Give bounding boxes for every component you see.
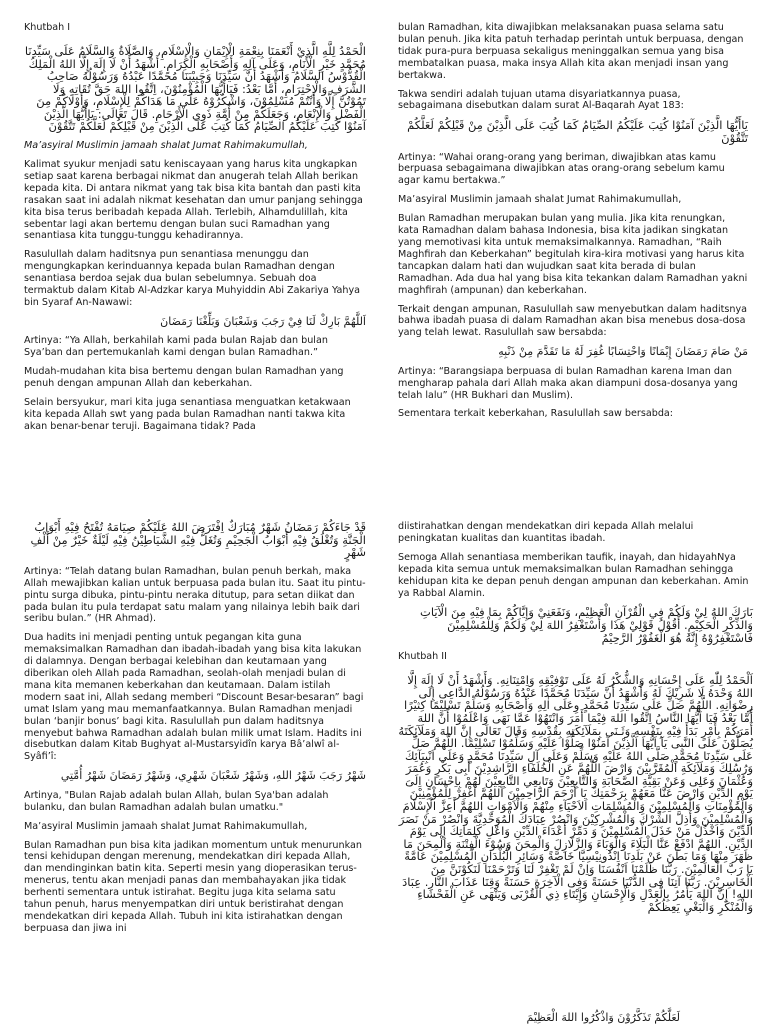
paragraph: Artinya: “Wahai orang-orang yang beriman, diwajibkan atas kamu berpuasa sebagaimana diwajibkan atas orang-orang sebelum kamu agar kamu bertakwa.” (398, 151, 725, 187)
paragraph: Kalimat syukur menjadi satu keniscayaan yang harus kita ungkapkan setiap saat karena berbagai nikmat dan anugerah telah Allah berikan kepada kita. Di antara nikmat yang tak bisa kita bantah dan pasti kita rasakan saat ini adalah nikmat kesehatan dan umur panjang sehingga kita bisa terus beribadah kepada Allah. Terlebih, Alhamdulillah, kita sebentar lagi akan bertemu dengan bulan suci Ramadhan yang senantiasa kita tunggu-tunggu kehadirannya. (24, 158, 363, 242)
arabic-ayat-text: يَاأَيُّهَا الَّذِيْنَ آمَنُوْا كُتِبَ عَلَيْكُمُ الصِّيَامُ كَمَا كُتِبَ عَلَى الَّذِيْنَ مِنْ قَبْلِكُمْ لَعَلَّكُمْ تَتَّقُوْنَ (407, 118, 748, 145)
paragraph: Artinya: “Ya Allah, berkahilah kami pada bulan Rajab dan bulan Sya’ban dan pertemukanlah kami dengan bulan Ramadhan.” (24, 335, 328, 359)
paragraph: Semoga Allah senantiasa memberikan taufik, inayah, dan hidayahNya kepada kita semua untuk memaksimalkan bulan Ramadhan sehingga kehidupan kita ke depan penuh dengan ampunan dan keberkahan. Amin ya Rabbal Alamin. (398, 551, 749, 599)
arabic-hadits-text: قَدْ جَاءَكُمْ رَمَضَانُ شَهْرٌ مُبَارَكٌ اِفْتَرَضَ اللهُ عَلَيْكُمْ صِيَامَهُ تُفْتَحُ فِيْهِ أَبْوَابُ الْجَنَّةِ وَتُغْلَقُ فِيْهِ أَبْوَابُ الْجَحِيْمِ وَتُغَلُّ فِيْهِ الشَّيَاطِيْنُ فِيْهِ لَيْلَةٌ خَيْرٌ مِنْ أَلْفِ شَهْرٍ (30, 520, 366, 560)
column-top-right (398, 22, 748, 427)
paragraph: Rasulullah dalam haditsnya pun senantiasa menunggu dan mengungkapkan kerinduannya kepada bulan Ramadhan dengan senantiasa berdoa sejak dua bulan sebelumnya. Sebuah doa termaktub dalam Kitab Al-Adzkar karya Muhyiddin Abi Zakariya Yahya bin Syaraf An-Nawawi: (24, 249, 361, 308)
arabic-hadits-text: شَهْرُ رَجَبَ شَهْرُ اللهِ، وَشَهْرُ شَعْبَانَ شَهْرِي، وَشَهْرُ رَمَضَانَ شَهْرُ أُمَّتِي (60, 769, 366, 783)
column-top-left (24, 22, 366, 440)
paragraph: Bulan Ramadhan pun bisa kita jadikan momentum untuk menurunkan tensi kehidupan dengan merenung, mendekatkan diri kepada Allah, dan mendinginkan batin kita. Seperti mesin yang dioperasikan terus-menerus, tentu akan menjadi panas dan membahayakan jika tidak berhenti sementara untuk istirahat. Begitu juga kita selama satu tahun penuh, harus menyempatkan diri untuk beristirahat dengan mendekatkan diri kepada Allah. Tubuh ini kita istirahatkan dengan berpuasa dan jiwa ini (24, 839, 362, 934)
arabic-bottom-fragment: لَعَلَّكُمْ تَذَكَّرُوْنَ وَاذْكُرُوا اللهَ الْعَظِيْمَ (526, 1011, 680, 1024)
paragraph: Artinya: “Barangsiapa berpuasa di bulan Ramadhan karena Iman dan mengharap pahala dari Allah maka akan diampuni dosa-dosanya yang telah lalu” (HR Bukhari dan Muslim). (398, 365, 738, 401)
paragraph: Terkait dengan ampunan, Rasulullah saw menyebutkan dalam haditsnya bahwa ibadah puasa di dalam Ramadhan akan bisa menebus dosa-dosa yang telah lewat. Rasulullah saw bersabda: (398, 303, 748, 339)
salutation-text: Ma’asyiral Muslimin jamaah shalat Jumat Rahimakumullah, (398, 194, 682, 206)
khutbah-1-heading: Khutbah I (24, 22, 71, 33)
arabic-hadits-text: مَنْ صَامَ رَمَضَانَ إِيْمَانًا وَاحْتِسَابًا غُفِرَ لَهُ مَا تَقَدَّمَ مِنْ ذَنْبِهِ (498, 345, 748, 359)
salutation-text: Ma’asyiral Muslimin jamaah shalat Jumat Rahimakumullah, (24, 140, 308, 152)
paragraph: Takwa sendiri adalah tujuan utama disyariatkannya puasa, sebagaimana disebutkan dalam surat Al-Baqarah Ayat 183: (398, 88, 684, 112)
paragraph: Bulan Ramadhan merupakan bulan yang mulia. Jika kita renungkan, kata Ramadhan dalam bahasa Indonesia, bisa kita jadikan singkatan yang memotivasi kita untuk memaksimalkannya. Ramadhan, “Raih Maghfirah dan Keberkahan” begitulah kira-kira motivasi yang harus kita tancapkan dalam hati dan wujudkan saat kita berada di bulan Ramadhan. Ada dua hal yang bisa kita tekankan dalam Ramadhan yakni maghfirah (ampunan) dan keberkahan. (398, 213, 748, 296)
khutbah-2-heading: Khutbah II (398, 651, 447, 663)
paragraph: diistirahatkan dengan mendekatkan diri kepada Allah melalui peningkatan kualitas dan kuantitas ibadah. (398, 521, 694, 544)
arabic-closing-text: بَارَكَ اللهُ لِيْ وَلَكُمْ فِي الْقُرْآنِ الْعَظِيْمِ، وَنَفَعَنِيْ وَإِيَّاكُمْ بِمَا فِيْهِ مِنَ الْآيَاتِ وَالذِّكْرِ الْحَكِيْمِ. أَقُوْلُ قَوْلِيْ هَذَا وَأَسْتَغْفِرُ اللهَ لِيْ وَلَكُمْ وَلِلْمُسْلِمِيْنَ فَاسْتَغْفِرُوْهُ إِنَّهُ هُوَ الْغَفُوْرُ الرَّحِيْمُ (420, 605, 753, 645)
paragraph: Selain bersyukur, mari kita juga senantiasa menguatkan ketakwaan kita kepada Allah swt yang pada bulan Ramadhan nanti takwa kita akan benar-benar teruji. Bagaimana tidak? Pada (24, 396, 351, 432)
salutation-text: Ma’asyiral Muslimin jamaah shalat Jumat Rahimakumullah, (24, 820, 308, 832)
paragraph: Dua hadits ini menjadi penting untuk pegangan kita guna memaksimalkan Ramadhan dan ibadah-ibadah yang bisa kita lakukan di dalamnya. Dengan berbagai kelebihan dan keutamaan yang diberikan oleh Allah pada Ramadhan, seolah-olah menjadi bulan di mana kita memanen keberkahan dan keutamaan. Dalam istilah modern saat ini, Allah sedang memberi “Discount Besar-besaran” bagi umat Islam yang mau memanfaatkannya. Bulan Ramadhan menjadi bulan ‘banjir bonus’ bagi kita. Rasulullah pun dalam haditsnya menyebut bahwa Ramadhan adalah bulan milik umat Islam. Hadits ini disebutkan dalam Kitab Bughyat al-Mustarsyidîn karya Bâ’alwî al-Syâfi’î: (24, 632, 364, 763)
column-bottom-right (398, 521, 753, 920)
arabic-doa-text: اَللَّهُمَّ بَارِكْ لَنَا فِيْ رَجَبَ وَشَعْبَانَ وَبَلِّغْنَا رَمَضَانَ (160, 314, 366, 328)
paragraph: bulan Ramadhan, kita diwajibkan melaksanakan puasa selama satu bulan penuh. Jika kita patuh terhadap perintah untuk berpuasa, dengan tidak pura-pura berpuasa sekaligus meninggalkan semua yang bisa membatalkan puasa, maka insya Allah kita akan menjadi insan yang bertakwa. (398, 22, 744, 81)
column-bottom-left (24, 521, 366, 942)
paragraph: Sementara terkait keberkahan, Rasulullah saw bersabda: (398, 408, 674, 420)
arabic-khutbah-2-text: اَلْحَمْدُ لِلّٰهِ عَلَى إِحْسَانِهِ وَالشُّكْرُ لَهُ عَلَى تَوْفِيْقِهِ وَاِمْتِنَانِهِ. وَأَشْهَدُ أَنْ لَا إِلَهَ إِلَّا اللهُ وَحْدَهُ لَا شَرِيْكَ لَهُ وَأَشْهَدُ أَنَّ سَيِّدَنَا مُحَمَّدًا عَبْدُهُ وَرَسُوْلُهُ الدَّاعِى إِلَى رِضْوَانِهِ. اللَّهُمَّ صَلِّ عَلَى سَيِّدِنَا مُحَمَّدٍ وِعَلَى اٰلِهِ وَأَصْحَابِهِ وَسَلِّمْ تَسْلِيْمًا كِثيْرًا أَمَّا بَعْدُ فَيَا اَيُّهَا النَّاسُ اِتَّقُوا اللهَ فِيْمَا أَمَرَ وَانْتَهُوْا عَمَّا نَهَى وَاعْلَمُوْا أَنَّ اللهَ أَمَرَكُمْ بِأَمْرٍ بَدَأَ فِيْهِ بِنَفْسِهِ وَثَـنَى بِمَلَآئِكَتِهِ بِقُدْسِهِ وَقَالَ تَعَالَى إِنَّ اللهَ وَمَلَآئِكَتَهُ يُصَلُّوْنَ عَلَى النَّبِى يَآ اَيُّهَا الَّذِيْنَ آمَنُوْا صَلُّوْا عَلَيْهِ وَسَلِّمُوْا تَسْلِيْمًا. اللَّهُمَّ صَلِّ عَلَى سَيِّدِنَا مُحَمَّدٍ صَلَّى اللهُ عَلَيْهِ وَسَلِّمْ وَعَلَى آلِ سَيِّدِنَا مُحَمَّدٍ وَعَلَى اَنْبِيَآئِكَ وَرُسُلِكَ وَمَلَآئِكَةِ الْمُقَرَّبِيْنَ وَارْضَ اللّٰهُمَّ عَنِ الْخُلَفَاءِ الرَّاشِدِيْنَ أَبِى بَكْرٍ وَعُمَرَ وَعُثْمَانَ وَعَلِى وَعَنْ بَقِيَّةِ الصَّحَابَةِ وَالتَّابِعِيْنَ وَتَابِعِي التَّابِعِيْنَ لَهُمْ بِاِحْسَانٍ اِلَىَ يَوْمِ الدِّيْنِ وَارْضَ عَنَّا مَعَهُمْ بِرَحْمَتِكَ يَا أَرْحَمَ الرَّاحِمِيْنَ اَللهُمَّ اغْفِرْ لِلْمُؤْمِنِيْنَ وَالْمُؤْمِنَاتِ وَالْمُسْلِمِيْنَ وَالْمُسْلِمَاتِ اَلاَحْيَآءِ مِنْهُمْ وَالْاَمْوَاتِ اللهُمَّ أَعِزَّ الْإِسْلَامَ وَالْمُسْلِمِيْنَ وَأَذِلَّ الشِّرْكَ وَالْمُشْرِكِيْنَ وَانْصُرْ عِبَادَكَ الْمُوَحِّدِيَّةَ وَانْصُرْ مَنْ نَصَرَ الدِّيْنَ وَاخْذُلْ مَنْ خَذَلَ الْمُسْلِمِيْنَ وَ دَمِّرْ أَعْدَاءَ الدِّيْنِ وَاعْلِ كَلِمَاتِكَ إِلَى يَوْمَ الدِّيْنِ. اللهُمَّ ادْفَعْ عَنَّا الْبَلَاءَ وَالْوَبَاءَ وَالزَّلَازِلَ وَالْمِحَنَ وَسُوْءَ الْفِتْنَةِ وَالْمِحَنَ مَا ظَهَرَ مِنْهَا وَمَا بَطَنَ عَنْ بَلَدِنَا اِنْدُونِيْسِيَّا خَاصَّةً وَسَائِرِ الْبُلْدَانِ الْمُسْلِمِيْنَ عَامَّةً يَا رَبَّ الْعَالَمِيْنَ. رَبَّنَا ظَلَمْنَا اَنْفُسَنَا وَاِنْ لَمْ تَغْفِرْ لَنَا وَتَرْحَمْنَا لَنَكُوْنَنَّ مِنَ الْخَاسِرِيْنَ. رَبَّنَا آتِنَا فِى الدُّنْيَا حَسَنَةً وَفِى الْآخِرَةِ حَسَنَةً وَقِنَا عَذَابَ النَّارِ. عِبَادَ اللهِ! إِنَّ اللهَ يَأْمُرُ بِالْعَدْلِ وَالْإِحْسَانِ وَإِيْتَاءِ ذِي الْقُرْبَى وَيَنْهَى عَنِ الْفَحْشَاءِ وَالْمُنْكَرِ وَالْبَغْيِ يَعِظُكُمْ (398, 673, 753, 914)
arabic-opening-text: الْحَمْدُ لِلَّهِ الَّذِيْ أَنْعَمَنَا بِنِعْمَةِ الْإِيْمَانِ وَالْإِسْلَامِ، وَالصَّلَاةُ وَالسَّلَامُ عَلَى سَيِّدِنَا مُحَمَّدٍ خَيْرِ الْأَنَامِ، وَعَلَى آلِهِ وَأَصْحَابِهِ الْكِرَامِ. أَشْهَدُ أَنْ لَا إِلَهَ إِلَّا اللهُ الْمَلِكُ الْقُدُّوْسُ السَّلَامُ وَأَشْهَدُ أَنَّ سَيِّدَنَا وَحَبِيْبَنَا مُحَمَّدًا عَبْدُهُ وَرَسُوْلُهُ صَاحِبُ الشَّرَفِ وَالْاِحْتِرَامِ، أَمَّا بَعْدُ: فَيَاأَيُّهَا الْمُؤْمِنُوْنَ، اِتَّقُوا اللهَ حَقَّ تُقَاتِهِ وَلَا تَمُوْتُنَّ إِلَّا وَأَنْتُمْ مُسْلِمُوْنَ، وَاشْكُرُوْهُ عَلَى مَا هَدَاكُمْ لِلْإِسْلَامِ، وَأَوْلَاكُمْ مِنَ الْفَضْلِ وَالْإِنْعَامِ، وَجَعَلَكُمْ مِنْ أُمَّةِ ذَوِي الْأَرْحَامِ. قَالَ تَعَالَى: يَاأَيُّهَا الَّذِيْنَ آمَنُوْا كُتِبَ عَلَيْكُمُ الصِّيَامُ كَمَا كُتِبَ عَلَى الَّذِيْنَ مِنْ قَبْلِكُمْ لَعَلَّكُمْ تَتَّقُوْنَ (24, 43, 366, 134)
paragraph: Artinya, "Bulan Rajab adalah bulan Allah, bulan Sya'ban adalah bulanku, dan bulan Ramadhan adalah bulan umatku." (24, 789, 329, 813)
paragraph: Artinya: “Telah datang bulan Ramadhan, bulan penuh berkah, maka Allah mewajibkan kalian untuk berpuasa pada bulan itu. Saat itu pintu-pintu surga dibuka, pintu-pintu neraka ditutup, para setan diikat dan pada bulan itu pula terdapat satu malam yang nilainya lebih baik dari seribu bulan.” (HR Ahmad). (24, 565, 366, 625)
paragraph: Mudah-mudahan kita bisa bertemu dengan bulan Ramadhan yang penuh dengan ampunan Allah dan keberkahan. (24, 366, 344, 390)
